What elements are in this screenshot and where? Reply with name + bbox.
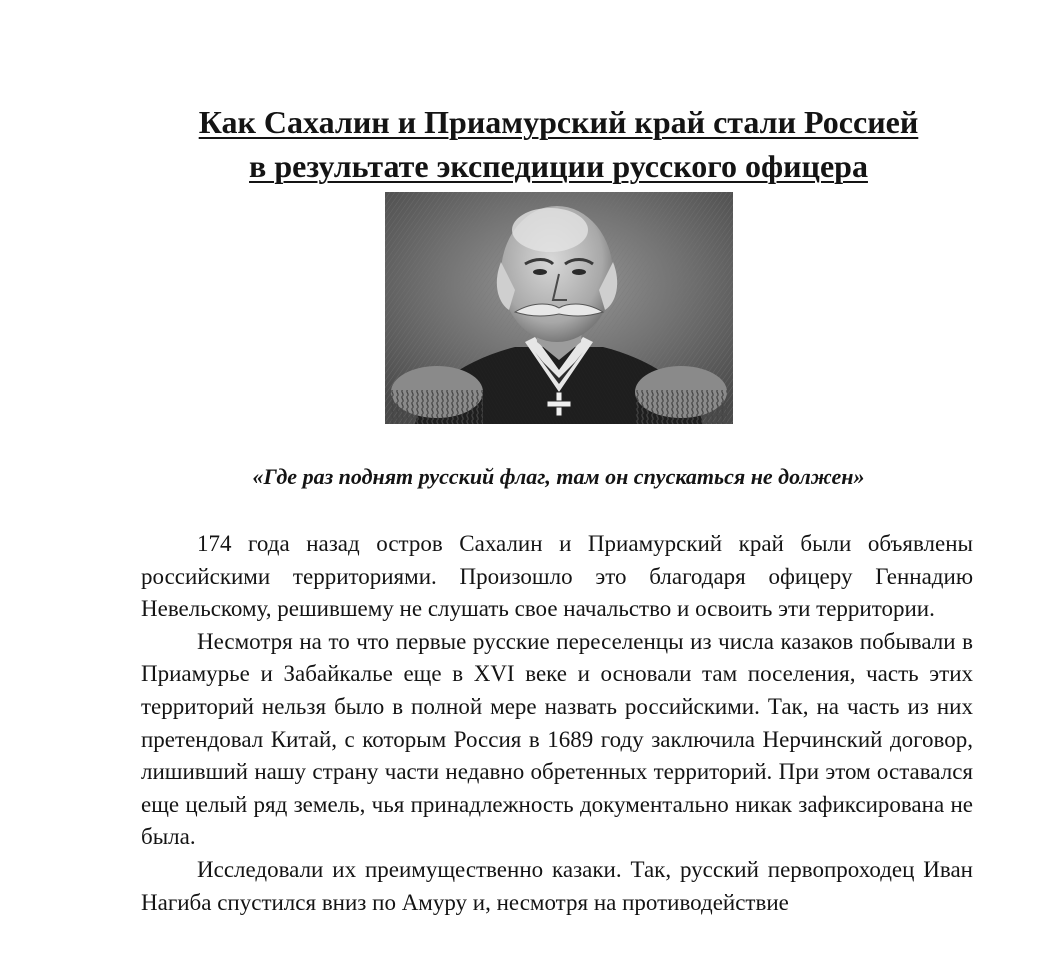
paragraph: 174 года назад остров Сахалин и Приамурский край были объявлены российскими территориями. Произошло это благодаря офицеру Геннадию Невельскому, решившему не слушать свое начальство и освоить эти территории. <box>141 531 973 622</box>
paragraph: Несмотря на то что первые русские переселенцы из числа казаков побывали в Приамурье и Забайкалье еще в XVI веке и основали там поселения, часть этих территорий нельзя было в полной мере назвать российскими. Так, на часть из них претендовал Китай, с которым Россия в 1689 году заключила Нерчинский договор, лишивший нашу страну части недавно обретенных территорий. При этом оставался еще целый ряд земель, чья принадлежность документально никак зафиксирована не была. <box>141 628 973 850</box>
document-title <box>140 100 977 188</box>
article-body <box>141 528 973 919</box>
title-line-1: Как Сахалин и Приамурский край стали Россией <box>198 104 919 140</box>
portrait-image <box>385 192 733 424</box>
title-line-2: в результате экспедиции русского офицера <box>249 148 868 184</box>
epigraph-quote: «Где раз поднят русский флаг, там он спускаться не должен» <box>252 464 865 489</box>
paragraph: Исследовали их преимущественно казаки. Так, русский первопроходец Иван Нагиба спустился вниз по Амуру и, несмотря на противодействие <box>141 856 973 915</box>
